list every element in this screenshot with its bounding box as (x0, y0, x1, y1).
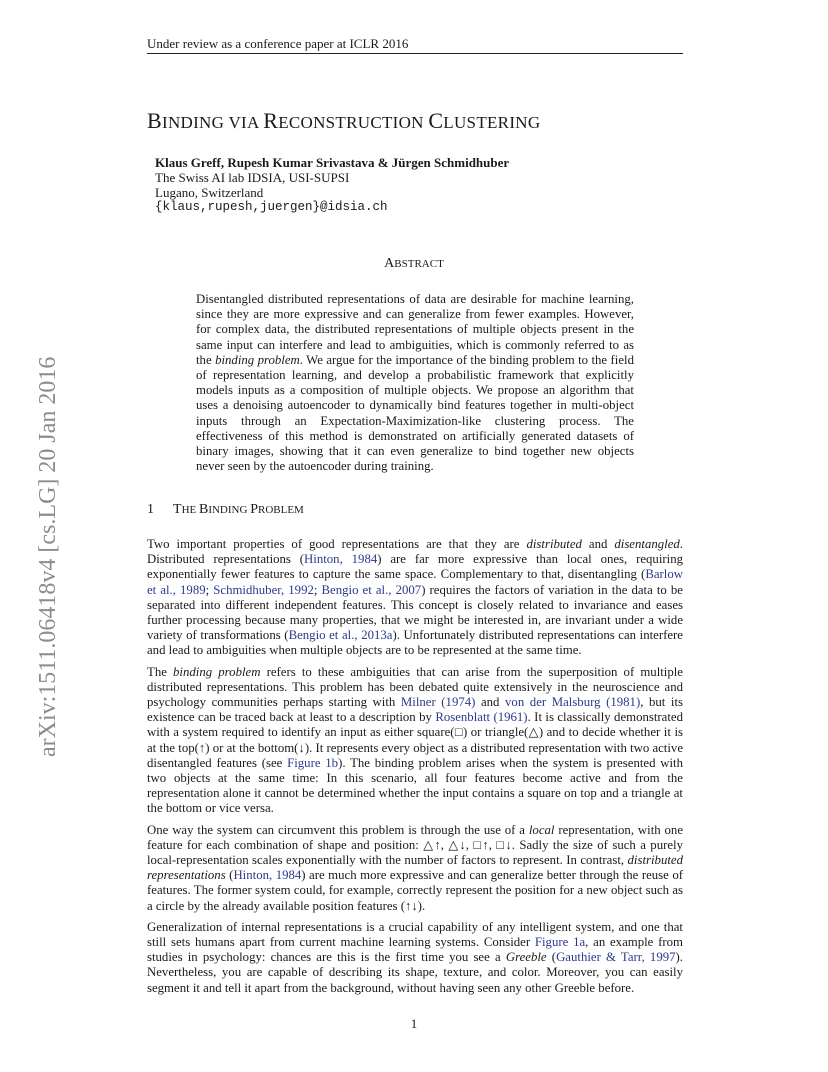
figure-reference-link[interactable]: Figure 1b (287, 755, 339, 770)
citation-link[interactable]: Rosenblatt (1961) (435, 710, 528, 725)
header-rule (147, 53, 683, 54)
section-body (147, 537, 683, 1002)
abstract-heading: ABSTRACT (384, 256, 444, 271)
author-location: Lugano, Switzerland (155, 185, 264, 200)
paragraph-4: Generalization of internal representations is a crucial capability of any intelligent system, and one that still sets humans apart from current machine learning systems. Consider Figure 1a, an example from studies in psychology: chances are this is the first time you see a Greeble (Gauthier & Tarr, 1997). Nevertheless, you are capable of describing its shape, texture, and color. Moreover, you can easily segment it and tell it apart from the background, without having seen any other Greeble before. (147, 919, 683, 995)
paragraph-2: The binding problem refers to these ambiguities that can arise from the superposition of multiple distributed representations. This problem has been debated quite extensively in the neuroscience and psychology communities perhaps starting with Milner (1974) and von der Malsburg (1981), but its existence can be traced back at least to a description by Rosenblatt (1961). It is classically demonstrated with a system required to identify an input as either square(□) or triangle(△) and to decide whether it is at the top(↑) or at the bottom(↓). It represents every object as a distributed representation with two active disentangled features (see Figure 1b). The binding problem arises when the system is presented with two objects at the same time: In this scenario, all four features become active and from the representation alone it cannot be determined whether the input contains a square on top and a triangle at the bottom or vice versa. (147, 664, 683, 816)
page-number: 1 (410, 1016, 418, 1031)
figure-reference-link[interactable]: Figure 1a (534, 935, 586, 950)
arxiv-stamp: arXiv:1511.06418v4 [cs.LG] 20 Jan 2016 (35, 356, 61, 757)
paragraph-1: Two important properties of good representations are that they are distributed and disentangled. Distributed representations (Hinton, 1984) are far more expressive than local ones, requiring exponentially fewer features to capture the same space. Complementary to that, disentangling (Barlow et al., 1989; Schmidhuber, 1992; Bengio et al., 2007) requires the factors of variation in the data to be separated into different independent features. This concept is closely related to invariance and eases further processing because many properties, that we might be interested in, are invariant under a wide variety of transformations (Bengio et al., 2013a). Unfortunately distributed representations can interfere and lead to ambiguities when multiple objects are to be represented at the same time. (147, 537, 683, 658)
author-email: {klaus,rupesh,juergen}@idsia.ch (155, 200, 388, 214)
citation-link[interactable]: Hinton, 1984 (304, 552, 378, 567)
author-names: Klaus Greff, Rupesh Kumar Srivastava & Jürgen Schmidhuber (155, 155, 510, 170)
citation-link[interactable]: Barlow et al., 1989 (147, 567, 683, 597)
citation-link[interactable]: Milner (1974) (400, 695, 476, 710)
citation-link[interactable]: Schmidhuber, 1992 (213, 582, 314, 597)
citation-link[interactable]: Gauthier & Tarr, 1997 (556, 950, 676, 965)
abstract-text: Disentangled distributed representations of data are desirable for machine learning, since they are more expressive and can generalize from fewer examples. However, for complex data, the distributed representations of multiple objects present in the same input can interfere and lead to ambiguities, which is commonly referred to as the binding problem. We argue for the importance of the binding problem to the field of representation learning, and develop a probabilistic framework that explicitly models inputs as a composition of multiple objects. We propose an algorithm that uses a denoising autoencoder to dynamically bind features together in multi-object inputs through an Expectation-Maximization-like clustering process. The effectiveness of this method is demonstrated on artificially generated datasets of binary images, showing that it can even generalize to bind together new objects never seen by the autoencoder during training. (196, 292, 634, 474)
paper-title: BINDING VIA RECONSTRUCTION CLUSTERING (147, 108, 541, 133)
running-header: Under review as a conference paper at ICLR 2016 (147, 36, 409, 51)
citation-link[interactable]: Bengio et al., 2013a (288, 628, 393, 643)
author-block (155, 155, 509, 215)
citation-link[interactable]: Hinton, 1984 (233, 868, 302, 883)
section-heading: 1 THE BINDING PROBLEM (147, 502, 304, 517)
citation-link[interactable]: Bengio et al., 2007 (321, 582, 422, 597)
author-affiliation: The Swiss AI lab IDSIA, USI-SUPSI (155, 170, 350, 185)
paragraph-3: One way the system can circumvent this problem is through the use of a local representation, with one feature for each combination of shape and position: △↑, △↓, □↑, □↓. Sadly the size of such a purely local-representation scales exponentially with the number of factors to represent. In contrast, distributed representations (Hinton, 1984) are much more expressive and can generalize better through the reuse of features. The former system could, for example, correctly represent the position for a new object such as a circle by the already available position features (↑↓). (147, 822, 683, 913)
citation-link[interactable]: von der Malsburg (1981) (505, 695, 641, 710)
